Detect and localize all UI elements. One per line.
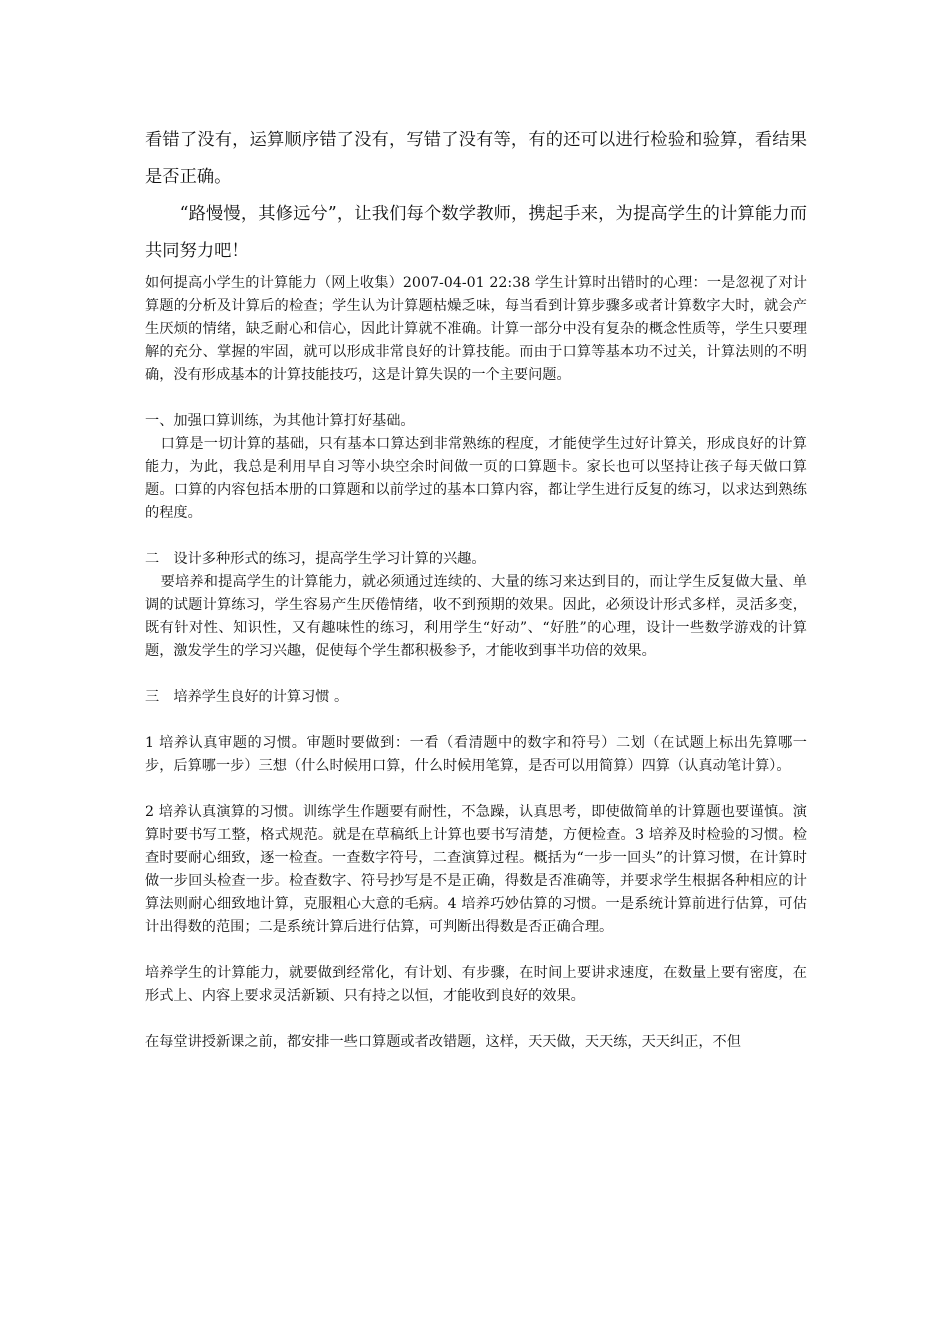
paragraph-gap [145, 525, 807, 548]
section-body-1: 口算是一切计算的基础，只有基本口算达到非常熟练的程度，才能使学生过好计算关，形成良好的计算能力，为此，我总是利用早自习等小块空余时间做一页的口算题卡。家长也可以坚持让孩子每天做口算题。口算的内容包括本册的口算题和以前学过的基本口算内容，都让学生进行反复的练习，以求达到熟练的程度。 [145, 436, 807, 521]
section-heading-2: 二 设计多种形式的练习，提高学生学习计算的兴趣。 [145, 551, 486, 567]
section-body-2: 要培养和提高学生的计算能力，就必须通过连续的、大量的练习来达到目的，而让学生反复做大量、单调的试题计算练习，学生容易产生厌倦情绪，收不到预期的效果。因此，必须设计形式多样，灵活多变，既有针对性、知识性，又有趣味性的练习，利用学生“好动”、“好胜”的心理，设计一些数学游戏的计算题，激发学生的学习兴趣，促使每个学生都积极参予，才能收到事半功倍的效果。 [145, 574, 807, 659]
paragraph-closing-appeal: “路慢慢，其修远兮”，让我们每个数学教师，携起手来，为提高学生的计算能力而共同努力吧！ [145, 204, 807, 261]
paragraph-habit-1: 1 培养认真审题的习惯。审题时要做到：一看（看清题中的数字和符号）二划（在试题上标出先算哪一步，后算哪一步）三想（什么时候用口算，什么时候用笔算，是否可以用简算）四算（认真动笔计算）。 [145, 735, 807, 774]
document-body [145, 122, 807, 1054]
paragraph-gap [145, 387, 807, 410]
paragraph-last-line: 在每堂讲授新课之前，都安排一些口算题或者改错题，这样，天天做，天天练，天天纠正，不但 [145, 1034, 741, 1050]
paragraph-gap [145, 709, 807, 732]
paragraph-intro: 如何提高小学生的计算能力（网上收集）2007-04-01 22:38 学生计算时出错时的心理：一是忽视了对计算题的分析及计算后的检查；学生认为计算题枯燥乏味，每当看到计算步骤多或者计算数字大时，就会产生厌烦的情绪，缺乏耐心和信心，因此计算就不准确。计算一部分中没有复杂的概念性质等，学生只要理解的充分、掌握的牢固，就可以形成非常良好的计算技能。而由于口算等基本功不过关，计算法则的不明确，没有形成基本的计算技能技巧，这是计算失误的一个主要问题。 [145, 275, 807, 383]
section-heading-1: 一、加强口算训练，为其他计算打好基础。 [145, 413, 415, 429]
paragraph-gap [145, 1008, 807, 1031]
paragraph-gap [145, 939, 807, 962]
paragraph-check-results: 看错了没有，运算顺序错了没有，写错了没有等，有的还可以进行检验和验算，看结果是否正确。 [145, 130, 807, 187]
paragraph-summary: 培养学生的计算能力，就要做到经常化，有计划、有步骤，在时间上要讲求速度，在数量上要有密度，在形式上、内容上要求灵活新颖、只有持之以恒，才能收到良好的效果。 [145, 965, 807, 1004]
section-heading-3: 三 培养学生良好的计算习惯 。 [145, 689, 349, 705]
paragraph-gap [145, 663, 807, 686]
paragraph-gap [145, 778, 807, 801]
paragraph-habit-2-4: 2 培养认真演算的习惯。训练学生作题要有耐性，不急躁，认真思考，即使做简单的计算题也要谨慎。演算时要书写工整，格式规范。就是在草稿纸上计算也要书写清楚，方便检查。3 培养及时检验的习惯。检查时要耐心细致，逐一检查。一查数字符号，二查演算过程。概括为“一步一回头”的计算习惯，在计算时做一步回头检查一步。检查数字、符号抄写是不是正确，得数是否准确等，并要求学生根据各种相应的计算法则耐心细致地计算，克服粗心大意的毛病。4 培养巧妙估算的习惯。一是系统计算前进行估算，可估计出得数的范围；二是系统计算后进行估算，可判断出得数是否正确合理。 [145, 804, 807, 935]
